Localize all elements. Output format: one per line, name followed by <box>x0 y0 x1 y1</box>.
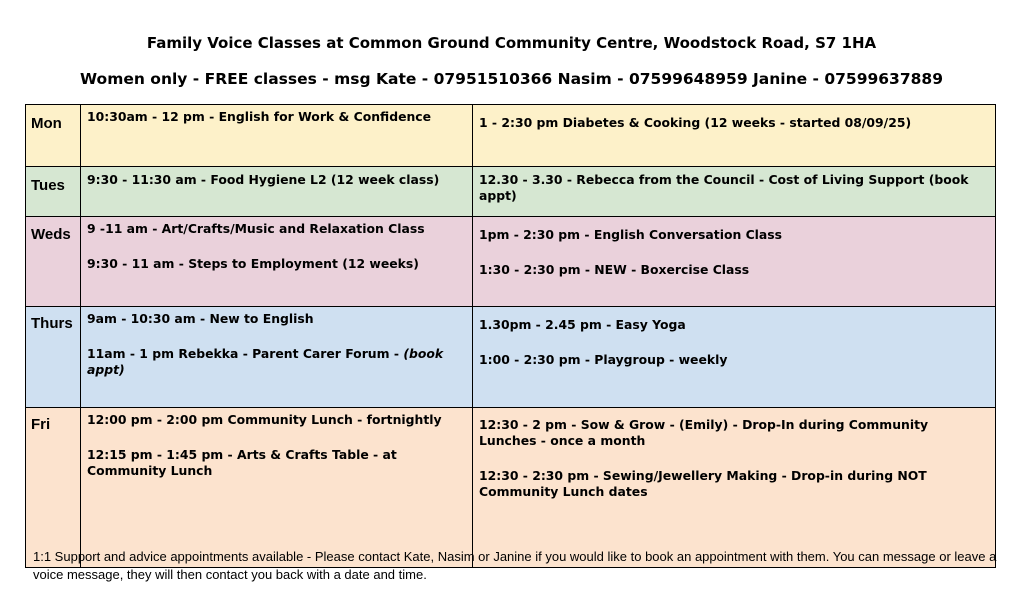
class-entry: 9:30 - 11 am - Steps to Employment (12 weeks) <box>87 256 419 271</box>
booking-note: (book appt) <box>87 346 444 377</box>
schedule-table <box>25 104 996 568</box>
class-entry: 12:00 pm - 2:00 pm Community Lunch - fortnightly <box>87 412 442 427</box>
class-entry: 1:30 - 2:30 pm - NEW - Boxercise Class <box>479 262 750 277</box>
day-label: Weds <box>26 217 81 307</box>
class-entry: 10:30am - 12 pm - English for Work & Confidence <box>87 109 432 124</box>
footer-note: 1:1 Support and advice appointments available - Please contact Kate, Nasim or Janine if you would like to book an appointment with them. You can message or leave a voice message, they will then contact you back with a date and time. <box>33 549 997 582</box>
morning-cell <box>81 105 473 167</box>
class-entry-text: 11am - 1 pm Rebekka - Parent Carer Forum - <box>87 346 404 361</box>
class-entry: 12:15 pm - 1:45 pm - Arts & Crafts Table - at Community Lunch <box>87 447 397 478</box>
afternoon-cell <box>473 167 996 217</box>
class-entry <box>87 346 466 378</box>
class-entry: 12:30 - 2 pm - Sow & Grow - (Emily) - Drop-In during Community Lunches - once a month <box>479 417 929 448</box>
class-entry: 9am - 10:30 am - New to English <box>87 311 314 326</box>
afternoon-cell <box>473 217 996 307</box>
class-entry: 9 -11 am - Art/Crafts/Music and Relaxation Class <box>87 221 425 236</box>
class-entry: 1 - 2:30 pm Diabetes & Cooking (12 weeks - started 08/09/25) <box>479 115 912 130</box>
day-label: Thurs <box>26 307 81 408</box>
morning-cell <box>81 307 473 408</box>
day-label: Mon <box>26 105 81 167</box>
morning-cell <box>81 217 473 307</box>
table-row <box>26 105 996 167</box>
afternoon-cell <box>473 105 996 167</box>
class-entry: 12:30 - 2:30 pm - Sewing/Jewellery Making - Drop-in during NOT Community Lunch dates <box>479 468 927 499</box>
table-row <box>26 217 996 307</box>
table-row <box>26 408 996 568</box>
class-entry: 1pm - 2:30 pm - English Conversation Class <box>479 227 783 242</box>
afternoon-cell <box>473 307 996 408</box>
class-entry: 12.30 - 3.30 - Rebecca from the Council - Cost of Living Support (book appt) <box>479 172 969 203</box>
day-label: Tues <box>26 167 81 217</box>
page-title: Family Voice Classes at Common Ground Community Centre, Woodstock Road, S7 1HA <box>146 34 877 52</box>
morning-cell <box>81 408 473 568</box>
class-entry: 9:30 - 11:30 am - Food Hygiene L2 (12 week class) <box>87 172 440 187</box>
class-entry: 1.30pm - 2.45 pm - Easy Yoga <box>479 317 686 332</box>
afternoon-cell <box>473 408 996 568</box>
table-row <box>26 167 996 217</box>
page-subtitle: Women only - FREE classes - msg Kate - 07951510366 Nasim - 07599648959 Janine - 07599637889 <box>80 70 943 88</box>
table-row <box>26 307 996 408</box>
morning-cell <box>81 167 473 217</box>
class-entry: 1:00 - 2:30 pm - Playgroup - weekly <box>479 352 728 367</box>
day-label: Fri <box>26 408 81 568</box>
